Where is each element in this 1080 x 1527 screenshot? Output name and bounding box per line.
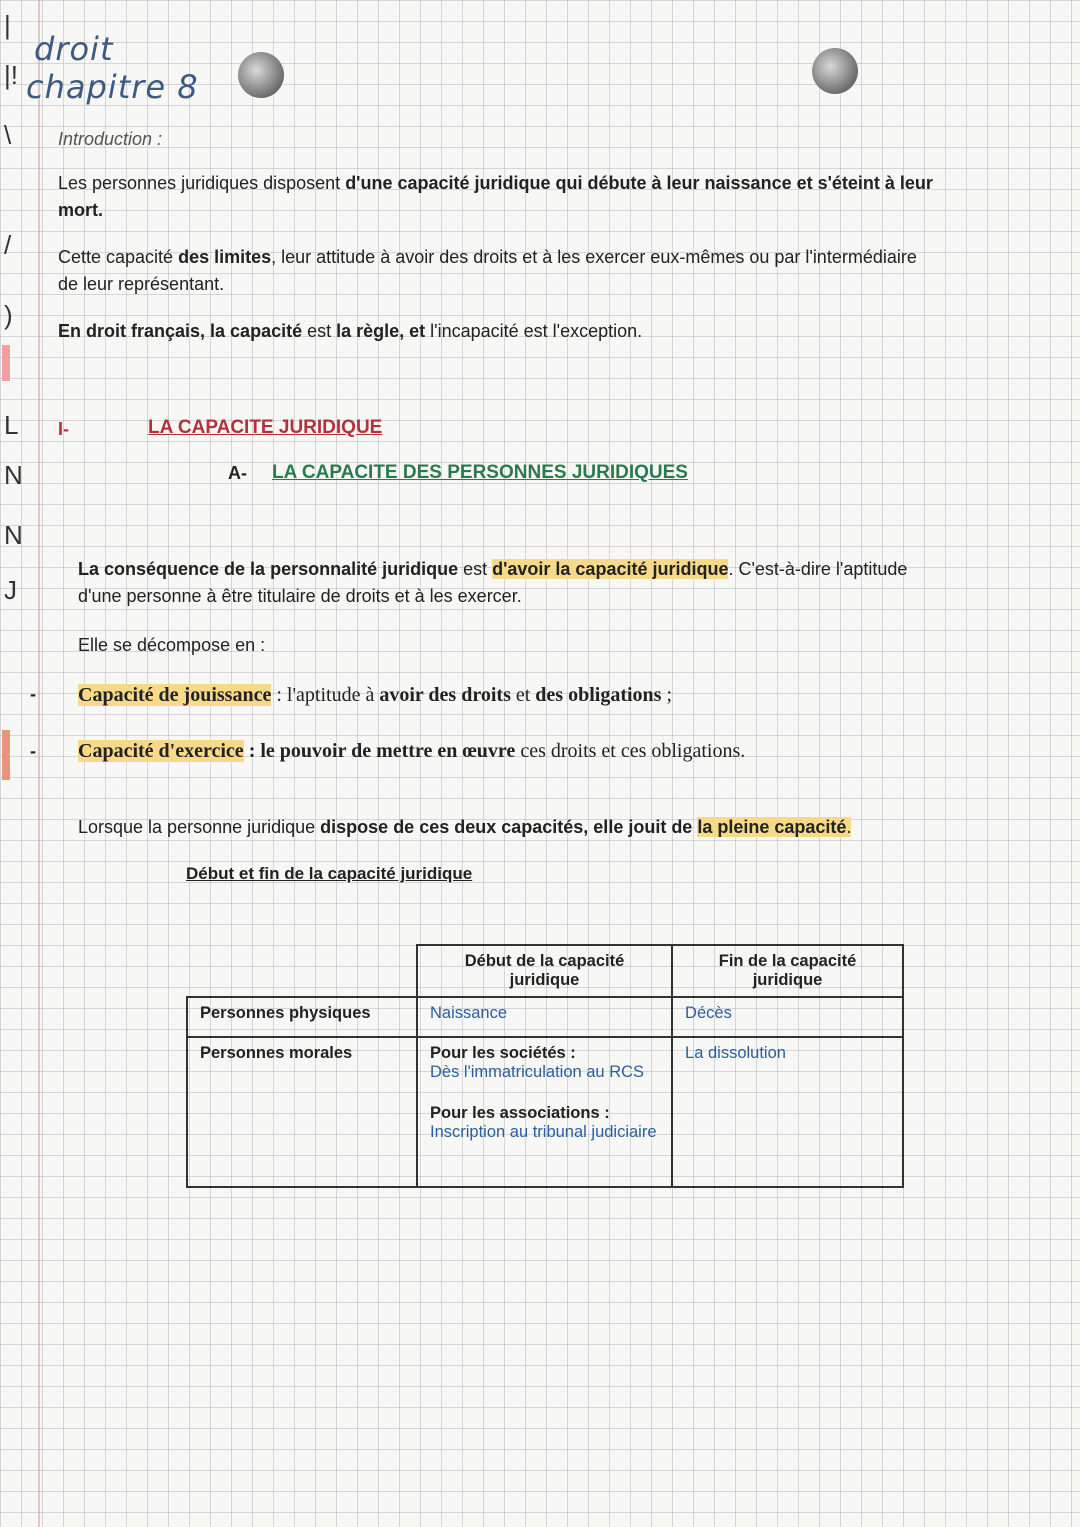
table-empty-cell bbox=[187, 945, 417, 997]
intro-paragraph-2 bbox=[58, 244, 1048, 298]
text-bold: des limites bbox=[178, 247, 272, 267]
margin-mark: | bbox=[4, 10, 11, 40]
table-row bbox=[187, 1037, 903, 1187]
bullet-jouissance bbox=[78, 682, 672, 709]
text: est bbox=[302, 321, 337, 341]
table-row-label: Personnes physiques bbox=[187, 997, 417, 1037]
margin-mark: ) bbox=[4, 300, 13, 330]
full-capacity-paragraph bbox=[78, 814, 1038, 841]
table-header-row bbox=[187, 945, 903, 997]
table-cell-start bbox=[417, 1037, 672, 1187]
text-bold: La conséquence de la personnalité juridique bbox=[78, 559, 459, 579]
margin-mark: \ bbox=[4, 120, 12, 150]
text-bold: la règle, et bbox=[336, 321, 426, 341]
associations-value: Inscription au tribunal judiciaire bbox=[429, 1123, 657, 1141]
table-row bbox=[187, 997, 903, 1037]
table-title: Début et fin de la capacité juridique bbox=[186, 864, 473, 883]
text-bold: pouvoir de mettre en œuvre bbox=[279, 740, 516, 762]
table-header-end: Fin de la capacité juridique bbox=[672, 945, 903, 997]
text-bold: mort. bbox=[58, 200, 103, 220]
text: est bbox=[458, 559, 493, 579]
margin-mark: L bbox=[4, 410, 19, 440]
margin-mark: J bbox=[4, 575, 17, 605]
text: Cette capacité bbox=[58, 247, 179, 267]
table-cell-end: Décès bbox=[672, 997, 903, 1037]
text: . C'est-à-dire l'aptitude bbox=[728, 559, 908, 579]
section-a-number: A- bbox=[228, 463, 247, 483]
highlight-text: la pleine capacité bbox=[697, 817, 847, 837]
text-bold: En droit français, la capacité bbox=[58, 321, 303, 341]
text-bold: dispose de ces deux capacités, elle jouit de bbox=[320, 817, 698, 837]
text: et bbox=[510, 684, 536, 706]
bullet-dash: - bbox=[30, 741, 36, 761]
text: ; bbox=[661, 684, 673, 706]
text: l'incapacité est l'exception. bbox=[425, 321, 643, 341]
intro-paragraph-1 bbox=[58, 170, 1048, 224]
associations-label: Pour les associations : bbox=[429, 1104, 610, 1122]
margin-mark: N bbox=[4, 460, 23, 490]
decomposition-intro: Elle se décompose en : bbox=[78, 635, 266, 655]
intro-label: Introduction : bbox=[58, 129, 163, 149]
capacity-table bbox=[186, 944, 904, 1188]
text: ces droits et ces obligations. bbox=[515, 740, 746, 762]
margin-line bbox=[38, 0, 40, 1527]
text: , leur attitude à avoir des droits et à les exercer eux-mêmes ou par l'intermédiaire bbox=[271, 247, 917, 267]
societies-label: Pour les sociétés : bbox=[429, 1044, 576, 1062]
table-header-start: Début de la capacité juridique bbox=[417, 945, 672, 997]
text-bold: d'une capacité juridique qui débute à leur naissance et s'éteint à leur bbox=[345, 173, 933, 193]
societies-value: Dès l'immatriculation au RCS bbox=[429, 1063, 645, 1081]
highlight-text: Capacité d'exercice bbox=[78, 740, 244, 762]
table-row-label: Personnes morales bbox=[187, 1037, 417, 1187]
intro-paragraph-3 bbox=[58, 318, 642, 345]
table-cell-start: Naissance bbox=[417, 997, 672, 1037]
highlight-text: d'avoir la capacité juridique bbox=[492, 559, 729, 579]
bullet-exercice bbox=[78, 738, 745, 765]
text: d'une personne à être titulaire de droits et à les exercer. bbox=[78, 586, 522, 606]
binder-hole-left bbox=[238, 52, 284, 98]
subject-title: droit bbox=[34, 30, 114, 68]
text: Les personnes juridiques disposent bbox=[58, 173, 346, 193]
margin-color-mark bbox=[2, 730, 10, 780]
text-bold: des obligations bbox=[535, 684, 662, 706]
text-bold: : le bbox=[243, 740, 280, 762]
text: . bbox=[846, 817, 852, 837]
highlight-text: Capacité de jouissance bbox=[78, 684, 272, 706]
text: de leur représentant. bbox=[58, 274, 225, 294]
margin-color-mark bbox=[2, 345, 10, 381]
margin-mark: N bbox=[4, 520, 23, 550]
text-bold: avoir des droits bbox=[379, 684, 511, 706]
margin-mark: / bbox=[4, 230, 12, 260]
text: Lorsque la personne juridique bbox=[78, 817, 321, 837]
section-1-title: LA CAPACITE JURIDIQUE bbox=[148, 417, 383, 438]
section-a-title: LA CAPACITE DES PERSONNES JURIDIQUES bbox=[272, 462, 688, 483]
bullet-dash: - bbox=[30, 684, 36, 704]
table-cell-end: La dissolution bbox=[672, 1037, 903, 1187]
text: : l'aptitude à bbox=[271, 684, 380, 706]
section-1-number: I- bbox=[58, 419, 69, 439]
binder-hole-right bbox=[812, 48, 858, 94]
consequence-paragraph bbox=[78, 556, 1038, 610]
margin-mark: |! bbox=[4, 60, 18, 90]
chapter-title: chapitre 8 bbox=[26, 68, 199, 106]
